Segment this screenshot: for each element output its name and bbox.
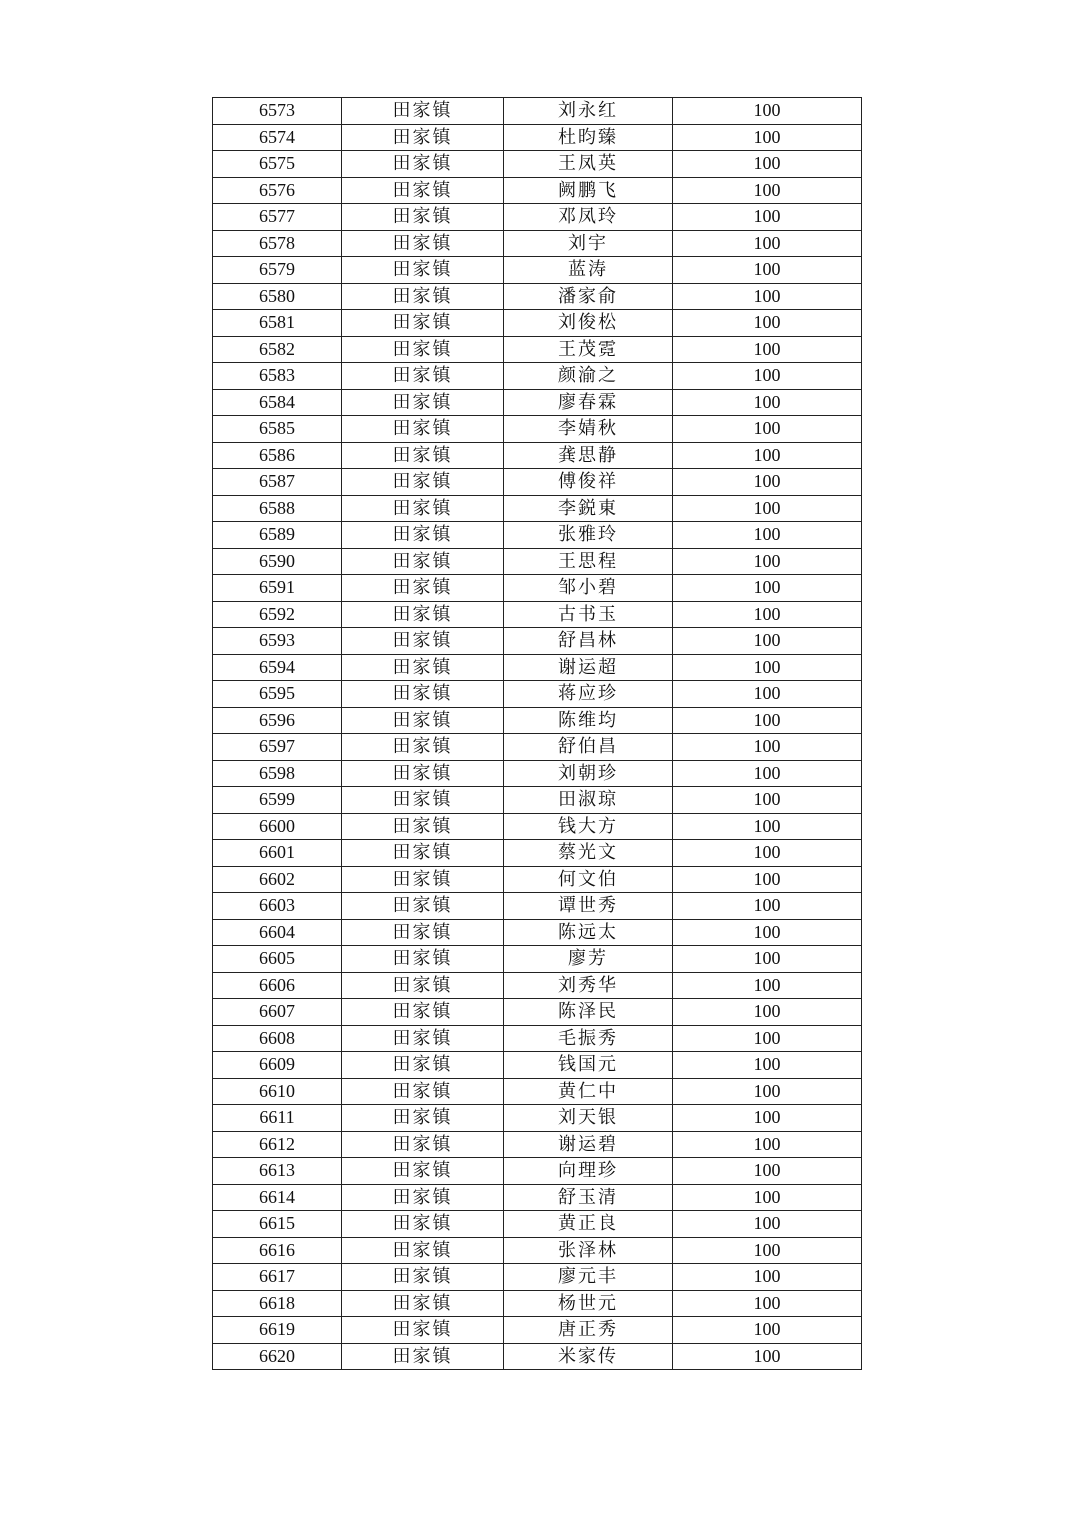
table-row	[213, 1078, 862, 1105]
amount-cell: 100	[673, 442, 862, 469]
table-row	[213, 310, 862, 337]
town-cell: 田家镇	[342, 972, 504, 999]
table-row	[213, 283, 862, 310]
town-cell: 田家镇	[342, 1290, 504, 1317]
person-name-cell: 李鋭東	[504, 495, 673, 522]
table-row	[213, 442, 862, 469]
amount-cell: 100	[673, 1290, 862, 1317]
town-cell: 田家镇	[342, 336, 504, 363]
table-row	[213, 813, 862, 840]
person-name-cell: 廖芳	[504, 946, 673, 973]
amount-cell: 100	[673, 363, 862, 390]
row-number-cell: 6604	[213, 919, 342, 946]
town-cell: 田家镇	[342, 1264, 504, 1291]
amount-cell: 100	[673, 204, 862, 231]
person-name-cell: 钱国元	[504, 1052, 673, 1079]
table-row	[213, 866, 862, 893]
amount-cell: 100	[673, 469, 862, 496]
table-row	[213, 548, 862, 575]
town-cell: 田家镇	[342, 999, 504, 1026]
town-cell: 田家镇	[342, 1317, 504, 1344]
amount-cell: 100	[673, 548, 862, 575]
row-number-cell: 6584	[213, 389, 342, 416]
table-row	[213, 151, 862, 178]
person-name-cell: 向理珍	[504, 1158, 673, 1185]
row-number-cell: 6609	[213, 1052, 342, 1079]
table-row	[213, 522, 862, 549]
row-number-cell: 6586	[213, 442, 342, 469]
town-cell: 田家镇	[342, 1052, 504, 1079]
amount-cell: 100	[673, 98, 862, 125]
town-cell: 田家镇	[342, 1158, 504, 1185]
table-row	[213, 389, 862, 416]
person-name-cell: 杜昀臻	[504, 124, 673, 151]
town-cell: 田家镇	[342, 866, 504, 893]
person-name-cell: 谭世秀	[504, 893, 673, 920]
row-number-cell: 6579	[213, 257, 342, 284]
table-row	[213, 946, 862, 973]
row-number-cell: 6603	[213, 893, 342, 920]
person-name-cell: 毛振秀	[504, 1025, 673, 1052]
table-row	[213, 999, 862, 1026]
town-cell: 田家镇	[342, 416, 504, 443]
person-name-cell: 黄仁中	[504, 1078, 673, 1105]
town-cell: 田家镇	[342, 283, 504, 310]
amount-cell: 100	[673, 919, 862, 946]
town-cell: 田家镇	[342, 98, 504, 125]
amount-cell: 100	[673, 840, 862, 867]
amount-cell: 100	[673, 1237, 862, 1264]
amount-cell: 100	[673, 495, 862, 522]
table-row	[213, 257, 862, 284]
row-number-cell: 6573	[213, 98, 342, 125]
town-cell: 田家镇	[342, 1343, 504, 1370]
person-name-cell: 颜渝之	[504, 363, 673, 390]
row-number-cell: 6597	[213, 734, 342, 761]
town-cell: 田家镇	[342, 813, 504, 840]
table-row	[213, 707, 862, 734]
amount-cell: 100	[673, 1264, 862, 1291]
person-name-cell: 蓝涛	[504, 257, 673, 284]
person-name-cell: 阙鹏飞	[504, 177, 673, 204]
row-number-cell: 6582	[213, 336, 342, 363]
town-cell: 田家镇	[342, 919, 504, 946]
person-name-cell: 刘天银	[504, 1105, 673, 1132]
amount-cell: 100	[673, 999, 862, 1026]
row-number-cell: 6585	[213, 416, 342, 443]
amount-cell: 100	[673, 575, 862, 602]
town-cell: 田家镇	[342, 1105, 504, 1132]
amount-cell: 100	[673, 310, 862, 337]
table-row	[213, 177, 862, 204]
table-row	[213, 230, 862, 257]
person-name-cell: 古书玉	[504, 601, 673, 628]
table-row	[213, 601, 862, 628]
row-number-cell: 6591	[213, 575, 342, 602]
amount-cell: 100	[673, 336, 862, 363]
person-name-cell: 张雅玲	[504, 522, 673, 549]
row-number-cell: 6577	[213, 204, 342, 231]
town-cell: 田家镇	[342, 1131, 504, 1158]
town-cell: 田家镇	[342, 124, 504, 151]
table-row	[213, 654, 862, 681]
amount-cell: 100	[673, 416, 862, 443]
row-number-cell: 6580	[213, 283, 342, 310]
table-row	[213, 1290, 862, 1317]
row-number-cell: 6616	[213, 1237, 342, 1264]
row-number-cell: 6576	[213, 177, 342, 204]
person-name-cell: 陈维均	[504, 707, 673, 734]
person-name-cell: 钱大方	[504, 813, 673, 840]
town-cell: 田家镇	[342, 548, 504, 575]
table-row	[213, 734, 862, 761]
amount-cell: 100	[673, 151, 862, 178]
row-number-cell: 6607	[213, 999, 342, 1026]
row-number-cell: 6599	[213, 787, 342, 814]
table-row	[213, 919, 862, 946]
town-cell: 田家镇	[342, 1078, 504, 1105]
row-number-cell: 6593	[213, 628, 342, 655]
table-row	[213, 1237, 862, 1264]
row-number-cell: 6611	[213, 1105, 342, 1132]
table-row	[213, 1131, 862, 1158]
person-name-cell: 田淑琼	[504, 787, 673, 814]
row-number-cell: 6613	[213, 1158, 342, 1185]
row-number-cell: 6590	[213, 548, 342, 575]
person-name-cell: 刘宇	[504, 230, 673, 257]
amount-cell: 100	[673, 124, 862, 151]
person-name-cell: 杨世元	[504, 1290, 673, 1317]
town-cell: 田家镇	[342, 257, 504, 284]
table-row	[213, 893, 862, 920]
row-number-cell: 6601	[213, 840, 342, 867]
person-name-cell: 刘秀华	[504, 972, 673, 999]
town-cell: 田家镇	[342, 1211, 504, 1238]
amount-cell: 100	[673, 1025, 862, 1052]
table-row	[213, 972, 862, 999]
person-name-cell: 谢运超	[504, 654, 673, 681]
town-cell: 田家镇	[342, 389, 504, 416]
table-row	[213, 628, 862, 655]
row-number-cell: 6587	[213, 469, 342, 496]
row-number-cell: 6583	[213, 363, 342, 390]
table-row	[213, 575, 862, 602]
table-row	[213, 840, 862, 867]
person-name-cell: 刘永红	[504, 98, 673, 125]
amount-cell: 100	[673, 1317, 862, 1344]
town-cell: 田家镇	[342, 522, 504, 549]
town-cell: 田家镇	[342, 1184, 504, 1211]
person-name-cell: 舒玉清	[504, 1184, 673, 1211]
person-name-cell: 刘朝珍	[504, 760, 673, 787]
row-number-cell: 6589	[213, 522, 342, 549]
table-row	[213, 495, 862, 522]
person-name-cell: 蔡光文	[504, 840, 673, 867]
table-row	[213, 1211, 862, 1238]
amount-cell: 100	[673, 601, 862, 628]
town-cell: 田家镇	[342, 760, 504, 787]
town-cell: 田家镇	[342, 495, 504, 522]
town-cell: 田家镇	[342, 734, 504, 761]
amount-cell: 100	[673, 1211, 862, 1238]
table-row	[213, 204, 862, 231]
amount-cell: 100	[673, 760, 862, 787]
table-row	[213, 1105, 862, 1132]
table-row	[213, 363, 862, 390]
person-name-cell: 傅俊祥	[504, 469, 673, 496]
person-name-cell: 张泽林	[504, 1237, 673, 1264]
person-name-cell: 谢运碧	[504, 1131, 673, 1158]
town-cell: 田家镇	[342, 575, 504, 602]
row-number-cell: 6620	[213, 1343, 342, 1370]
amount-cell: 100	[673, 257, 862, 284]
row-number-cell: 6575	[213, 151, 342, 178]
amount-cell: 100	[673, 946, 862, 973]
amount-cell: 100	[673, 787, 862, 814]
table-row	[213, 1343, 862, 1370]
amount-cell: 100	[673, 1131, 862, 1158]
row-number-cell: 6606	[213, 972, 342, 999]
amount-cell: 100	[673, 734, 862, 761]
person-name-cell: 潘家俞	[504, 283, 673, 310]
person-name-cell: 刘俊松	[504, 310, 673, 337]
row-number-cell: 6600	[213, 813, 342, 840]
town-cell: 田家镇	[342, 654, 504, 681]
table-row	[213, 336, 862, 363]
town-cell: 田家镇	[342, 177, 504, 204]
town-cell: 田家镇	[342, 1025, 504, 1052]
town-cell: 田家镇	[342, 230, 504, 257]
town-cell: 田家镇	[342, 469, 504, 496]
table-row	[213, 416, 862, 443]
row-number-cell: 6617	[213, 1264, 342, 1291]
person-name-cell: 王思程	[504, 548, 673, 575]
row-number-cell: 6618	[213, 1290, 342, 1317]
table-row	[213, 681, 862, 708]
person-name-cell: 廖春霖	[504, 389, 673, 416]
town-cell: 田家镇	[342, 363, 504, 390]
row-number-cell: 6610	[213, 1078, 342, 1105]
person-name-cell: 李婧秋	[504, 416, 673, 443]
person-name-cell: 舒伯昌	[504, 734, 673, 761]
person-name-cell: 黄正良	[504, 1211, 673, 1238]
amount-cell: 100	[673, 283, 862, 310]
person-name-cell: 邹小碧	[504, 575, 673, 602]
town-cell: 田家镇	[342, 787, 504, 814]
person-name-cell: 王茂霓	[504, 336, 673, 363]
row-number-cell: 6619	[213, 1317, 342, 1344]
town-cell: 田家镇	[342, 946, 504, 973]
amount-cell: 100	[673, 389, 862, 416]
amount-cell: 100	[673, 522, 862, 549]
person-name-cell: 唐正秀	[504, 1317, 673, 1344]
town-cell: 田家镇	[342, 601, 504, 628]
table-row	[213, 1052, 862, 1079]
person-name-cell: 陈泽民	[504, 999, 673, 1026]
person-name-cell: 舒昌林	[504, 628, 673, 655]
person-name-cell: 陈远太	[504, 919, 673, 946]
table-row	[213, 1184, 862, 1211]
person-name-cell: 蒋应珍	[504, 681, 673, 708]
table-row	[213, 787, 862, 814]
roster-table-body	[213, 98, 862, 1370]
town-cell: 田家镇	[342, 151, 504, 178]
table-row	[213, 1025, 862, 1052]
amount-cell: 100	[673, 893, 862, 920]
town-cell: 田家镇	[342, 442, 504, 469]
person-name-cell: 廖元丰	[504, 1264, 673, 1291]
table-row	[213, 469, 862, 496]
row-number-cell: 6608	[213, 1025, 342, 1052]
town-cell: 田家镇	[342, 707, 504, 734]
roster-table	[212, 97, 862, 1370]
row-number-cell: 6594	[213, 654, 342, 681]
row-number-cell: 6592	[213, 601, 342, 628]
row-number-cell: 6596	[213, 707, 342, 734]
town-cell: 田家镇	[342, 310, 504, 337]
table-row	[213, 1158, 862, 1185]
amount-cell: 100	[673, 1052, 862, 1079]
amount-cell: 100	[673, 866, 862, 893]
row-number-cell: 6574	[213, 124, 342, 151]
table-row	[213, 760, 862, 787]
amount-cell: 100	[673, 972, 862, 999]
amount-cell: 100	[673, 681, 862, 708]
amount-cell: 100	[673, 1184, 862, 1211]
person-name-cell: 何文伯	[504, 866, 673, 893]
town-cell: 田家镇	[342, 893, 504, 920]
amount-cell: 100	[673, 654, 862, 681]
table-row	[213, 1264, 862, 1291]
row-number-cell: 6598	[213, 760, 342, 787]
amount-cell: 100	[673, 1343, 862, 1370]
town-cell: 田家镇	[342, 681, 504, 708]
amount-cell: 100	[673, 813, 862, 840]
row-number-cell: 6578	[213, 230, 342, 257]
person-name-cell: 王凤英	[504, 151, 673, 178]
amount-cell: 100	[673, 1078, 862, 1105]
amount-cell: 100	[673, 1105, 862, 1132]
table-row	[213, 98, 862, 125]
row-number-cell: 6612	[213, 1131, 342, 1158]
row-number-cell: 6614	[213, 1184, 342, 1211]
amount-cell: 100	[673, 230, 862, 257]
person-name-cell: 龚思静	[504, 442, 673, 469]
town-cell: 田家镇	[342, 840, 504, 867]
row-number-cell: 6581	[213, 310, 342, 337]
person-name-cell: 邓凤玲	[504, 204, 673, 231]
row-number-cell: 6605	[213, 946, 342, 973]
amount-cell: 100	[673, 628, 862, 655]
amount-cell: 100	[673, 707, 862, 734]
table-row	[213, 1317, 862, 1344]
person-name-cell: 米家传	[504, 1343, 673, 1370]
row-number-cell: 6595	[213, 681, 342, 708]
town-cell: 田家镇	[342, 1237, 504, 1264]
town-cell: 田家镇	[342, 628, 504, 655]
row-number-cell: 6602	[213, 866, 342, 893]
row-number-cell: 6588	[213, 495, 342, 522]
amount-cell: 100	[673, 177, 862, 204]
row-number-cell: 6615	[213, 1211, 342, 1238]
town-cell: 田家镇	[342, 204, 504, 231]
amount-cell: 100	[673, 1158, 862, 1185]
table-row	[213, 124, 862, 151]
